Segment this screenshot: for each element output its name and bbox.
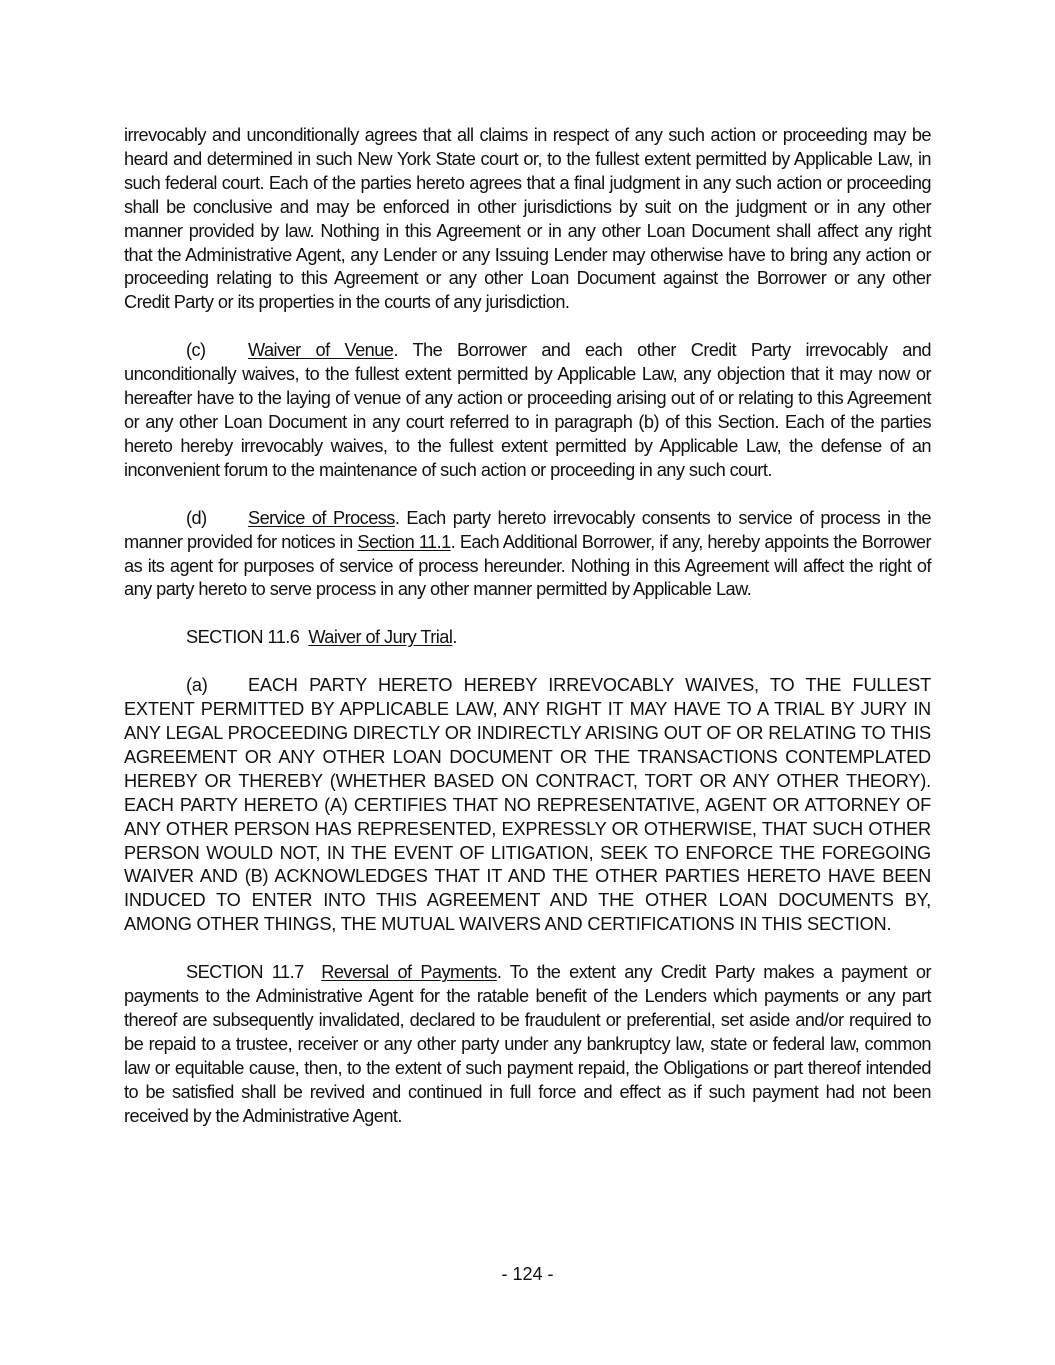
section-number: SECTION 11.7	[186, 962, 304, 983]
section-title-period: .	[452, 627, 457, 648]
clause-label: (d)	[186, 507, 207, 528]
section-text: . To the extent any Credit Party makes a payment or payments to the Administrative Agent for the ratable benefit of the Lenders which payments or any part thereof are subsequently invalidated, declared to be fraudulent or preferential, set aside and/or required to be repaid to a trustee, receiver or any other party under any bankruptcy law, state or federal law, common law or equitable cause, then, to the extent of such payment repaid, the Obligations or part thereof intended to be satisfied shall be revived and continued in full force and effect as if such payment had not been received by the Administrative Agent.	[124, 962, 932, 1126]
paragraph-c-waiver-of-venue	[124, 339, 931, 482]
clause-heading: Waiver of Venue	[248, 340, 394, 361]
page-number: - 124 -	[501, 1264, 554, 1284]
section-title: Reversal of Payments	[321, 962, 497, 983]
clause-text: . Each Additional Borrower, if any, hereby appoints the Borrower as its agent for purposes of service of process hereunder. Nothing in this Agreement will affect the right of any party hereto to serve process in any other manner permitted by Applicable Law.	[124, 531, 931, 600]
clause-text: EACH PARTY HERETO HEREBY IRREVOCABLY WAIVES, TO THE FULLEST EXTENT PERMITTED BY APPLICABLE LAW, ANY RIGHT IT MAY HAVE TO A TRIAL BY JURY IN ANY LEGAL PROCEEDING DIRECTLY OR INDIRECTLY ARISING OUT OF OR RELATING TO THIS AGREEMENT OR ANY OTHER LOAN DOCUMENT OR THE TRANSACTIONS CONTEMPLATED HEREBY OR THEREBY (WHETHER BASED ON CONTRACT, TORT OR ANY OTHER THEORY). EACH PARTY HERETO (A) CERTIFIES THAT NO REPRESENTATIVE, AGENT OR ATTORNEY OF ANY OTHER PERSON HAS REPRESENTED, EXPRESSLY OR OTHERWISE, THAT SUCH OTHER PERSON WOULD NOT, IN THE EVENT OF LITIGATION, SEEK TO ENFORCE THE FOREGOING WAIVER AND (B) ACKNOWLEDGES THAT IT AND THE OTHER PARTIES HERETO HAVE BEEN INDUCED TO ENTER INTO THIS AGREEMENT AND THE OTHER LOAN DOCUMENTS BY, AMONG OTHER THINGS, THE MUTUAL WAIVERS AND CERTIFICATIONS IN THIS SECTION.	[124, 675, 931, 935]
section-reference-link[interactable]: Section 11.1	[357, 531, 451, 552]
clause-text: . The Borrower and each other Credit Party irrevocably and unconditionally waives, to the fullest extent permitted by Applicable Law, any objection that it may now or hereafter have to the laying of venue of any action or proceeding arising out of or relating to this Agreement or any other Loan Document in any court referred to in paragraph (b) of this Section. Each of the parties hereto hereby irrevocably waives, to the fullest extent permitted by Applicable Law, the defense of an inconvenient forum to the maintenance of such action or proceeding in any such court.	[124, 340, 931, 480]
paragraph-d-service-of-process	[124, 507, 931, 603]
clause-heading: Service of Process	[248, 507, 395, 528]
section-number: SECTION 11.6	[186, 627, 300, 648]
section-11-7-reversal-of-payments	[124, 961, 931, 1128]
document-page	[124, 124, 931, 1153]
section-11-6-heading	[124, 626, 931, 650]
section-title: Waiver of Jury Trial	[308, 627, 453, 648]
paragraph-continuation: irrevocably and unconditionally agrees that all claims in respect of any such action or proceeding may be heard and determined in such New York State court or, to the fullest extent permitted by Applicable Law, in such federal court. Each of the parties hereto agrees that a final judgment in any such action or proceeding shall be conclusive and may be enforced in other jurisdictions by suit on the judgment or in any other manner provided by law. Nothing in this Agreement or in any other Loan Document shall affect any right that the Administrative Agent, any Lender or any Issuing Lender may otherwise have to bring any action or proceeding relating to this Agreement or any other Loan Document against the Borrower or any other Credit Party or its properties in the courts of any jurisdiction.	[124, 125, 931, 313]
paragraph-a-jury-waiver	[124, 674, 931, 937]
clause-label: (a)	[186, 675, 208, 696]
clause-text: . Each party hereto irrevocably consents to service of process in the manner provided for notices in	[124, 507, 931, 552]
clause-label: (c)	[186, 340, 206, 361]
